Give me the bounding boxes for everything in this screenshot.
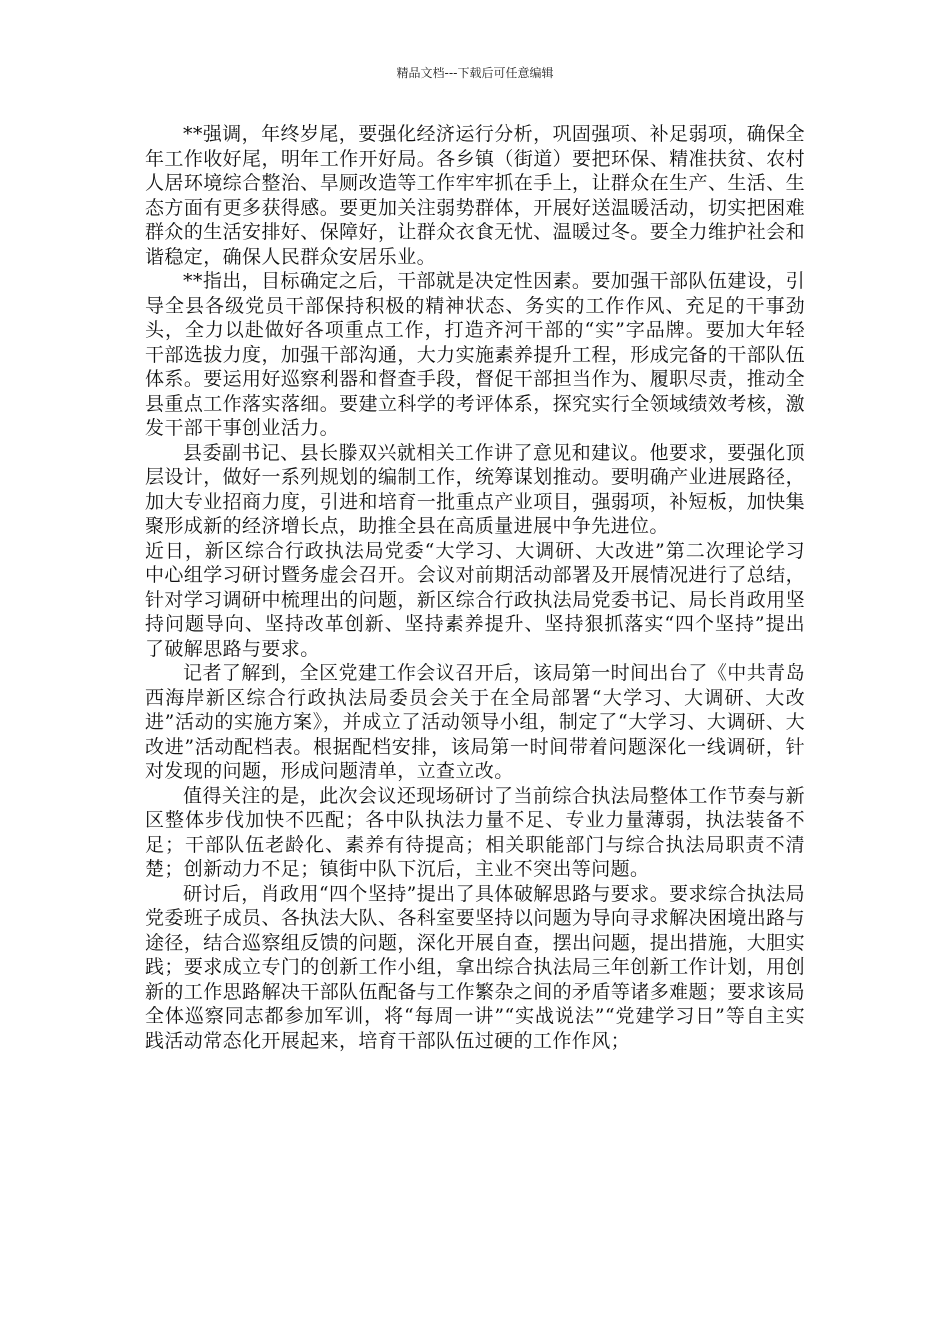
- paragraph-reporter: 记者了解到，全区党建工作会议召开后，该局第一时间出台了《中共青岛西海岸新区综合行政执法局委员会关于在全局部署“大学习、大调研、大改进”活动的实施方案》，并成立了活动领导小组，制定了“大学习、大调研、大改进”活动配档表。根据配档安排，该局第一时间带着问题深化一线调研，针对发现的问题，形成问题清单，立查立改。: [145, 662, 805, 782]
- paragraph-county-magistrate: 县委副书记、县长滕双兴就相关工作讲了意见和建议。他要求，要强化顶层设计，做好一系列规划的编制工作，统筹谋划推动。要明确产业进展路径，加大专业招商力度，引进和培育一批重点产业项目，强弱项，补短板，加快集聚形成新的经济增长点，助推全县在高质量进展中争先进位。: [145, 441, 805, 537]
- paragraph-cadre-building: **指出，目标确定之后，干部就是决定性因素。要加强干部队伍建设，引导全县各级党员干部保持积极的精神状态、务实的工作作风、充足的干事劲头，全力以赴做好各项重点工作，打造齐河干部的“实”字品牌。要加大年轻干部选拔力度，加强干部沟通，大力实施素养提升工程，形成完备的干部队伍体系。要运用好巡察利器和督查手段，督促干部担当作为、履职尽责，推动全县重点工作落实落细。要建立科学的考评体系，探究实行全领域绩效考核，激发干部干事创业活力。: [145, 270, 805, 439]
- paragraph-news-intro: 近日，新区综合行政执法局党委“大学习、大调研、大改进”第二次理论学习中心组学习研讨暨务虚会召开。会议对前期活动部署及开展情况进行了总结，针对学习调研中梳理出的问题，新区综合行政执法局党委书记、局长肖政用坚持问题导向、坚持改革创新、坚持素养提升、坚持狠抓落实“四个坚持”提出了破解思路与要求。: [145, 539, 805, 660]
- page-header: 精品文档---下载后可任意编辑: [396, 66, 554, 80]
- paragraph-four-persistences: 研讨后，肖政用“四个坚持”提出了具体破解思路与要求。要求综合执法局党委班子成员、各执法大队、各科室要坚持以问题为导向寻求解决困境出路与途径，结合巡察组反馈的问题，深化开展自查，摆出问题，提出措施，大胆实践；要求成立专门的创新工作小组，拿出综合执法局三年创新工作计划，用创新的工作思路解决干部队伍配备与工作繁杂之间的矛盾等诸多难题；要求该局全体巡察同志都参加军训，将“每周一讲”“实战说法”“党建学习日”等自主实践活动常态化开展起来，培育干部队伍过硬的工作作风；: [145, 882, 805, 1052]
- paragraph-issues: 值得关注的是，此次会议还现场研讨了当前综合执法局整体工作节奏与新区整体步伐加快不匹配；各中队执法力量不足、专业力量薄弱，执法装备不足；干部队伍老龄化、素养有待提高；相关职能部门与综合执法局职责不清楚；创新动力不足；镇街中队下沉后，主业不突出等问题。: [145, 784, 805, 880]
- document-body: [145, 122, 805, 1053]
- paragraph-emphasis: **强调，年终岁尾，要强化经济运行分析，巩固强项、补足弱项，确保全年工作收好尾，明年工作开好局。各乡镇（街道）要把环保、精准扶贫、农村人居环境综合整治、旱厕改造等工作牢牢抓在手上，让群众在生产、生活、生态方面有更多获得感。要更加关注弱势群体，开展好送温暖活动，切实把困难群众的生活安排好、保障好，让群众衣食无忧、温暖过冬。要全力维护社会和谐稳定，确保人民群众安居乐业。: [145, 123, 805, 268]
